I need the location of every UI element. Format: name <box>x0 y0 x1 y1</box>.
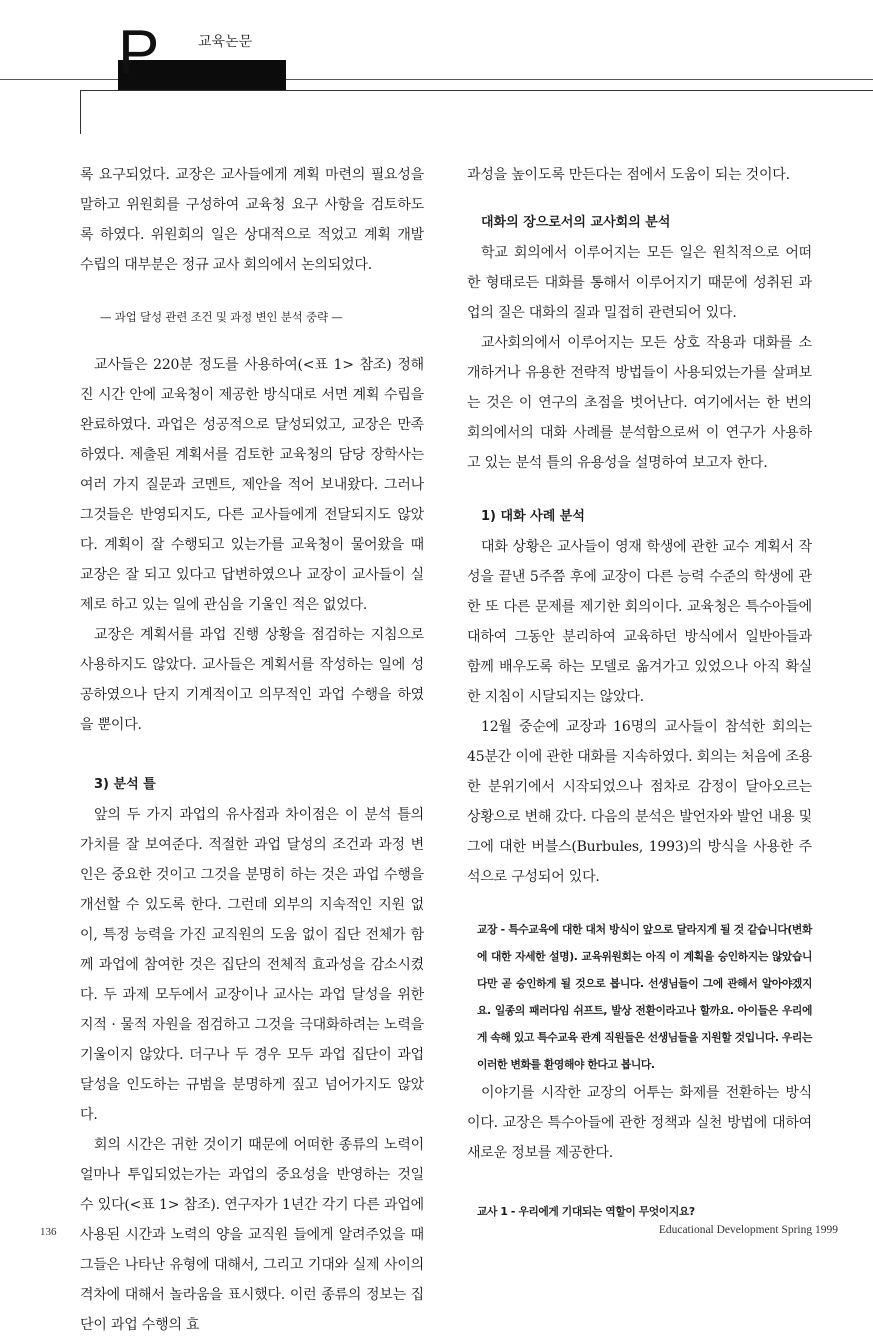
journal-footer: Educational Development Spring 1999 <box>658 1224 838 1236</box>
left-paragraph-2: 교사들은 220분 정도를 사용하여(<표 1> 참조) 정해진 시간 안에 교육청이 제공한 방식대로 서면 계획 수립을 완료하였다. 과업은 성공적으로 달성되었고, 교장은 만족하였다. 제출된 계획서를 검토한 교육청의 담당 장학사는 여러 가지 질문과 코멘트, 제안을 적어 보내왔다. 그러나 그것들은 반영되지도, 다른 교사들에게 전달되지도 않았다. 계획이 잘 수행되고 있는가를 교육청이 물어왔을 때 교장은 잘 되고 있다고 답변하였으나 교장이 교사들이 실제로 하고 있는 일에 관심을 기울인 적은 없었다. <box>80 357 424 613</box>
right-paragraph-4: 대화 상황은 교사들이 영재 학생에 관한 교수 계획서 작성을 끝낸 5주쯤 후에 교장이 다른 능력 수준의 학생에 관한 또 다른 문제를 제기한 회의이다. 교육청은 특수아들에 대하여 그동안 분리하여 교육하던 방식에서 일반아들과 함께 배우도록 하는 모델로 옮겨가고 있었으나 아직 확실한 지침이 시달되지는 않았다. <box>467 539 812 705</box>
right-paragraph-5: 12월 중순에 교장과 16명의 교사들이 참석한 회의는 45분간 이에 관한 대화를 지속하였다. 회의는 처음에 조용한 분위기에서 시작되었으나 점차로 감정이 달아오르는 상황으로 변해 갔다. 다음의 분석은 발언자와 발언 내용 및 그에 대한 버블스(Burbules, 1993)의 방식을 사용한 주석으로 구성되어 있다. <box>467 719 812 885</box>
right-paragraph-6: 이야기를 시작한 교장의 어투는 화제를 전환하는 방식이다. 교장은 특수아들에 관한 정책과 실천 방법에 대하여 새로운 정보를 제공한다. <box>467 1085 812 1161</box>
left-paragraph-5: 회의 시간은 귀한 것이기 때문에 어떠한 종류의 노력이 얼마나 투입되었는가는 과업의 중요성을 반영하는 것일 수 있다(<표 1> 참조). 연구자가 1년간 각기 다른 과업에 사용된 시간과 노력의 양을 교직원 들에게 알려주었을 때 그들은 나타난 유형에 대해서, 그리고 기대와 실제 사이의 격차에 대해서 놀라움을 표시했다. 이런 종류의 정보는 집단이 과업 수행의 효 <box>80 1137 424 1333</box>
right-paragraph-3: 교사회의에서 이루어지는 모든 상호 작용과 대화를 소개하거나 유용한 전략적 방법들이 사용되었는가를 살펴보는 것은 이 연구의 초점을 벗어난다. 여기에서는 한 번의 회의에서의 대화 사례를 분석함으로써 이 연구가 사용하고 있는 분석 틀의 유용성을 설명하여 보고자 한다. <box>467 335 812 471</box>
left-column <box>80 160 424 1340</box>
left-paragraph-3: 교장은 계획서를 과업 진행 상황을 점검하는 지침으로 사용하지도 않았다. 교사들은 계획서를 작성하는 일에 성공하였으나 단지 기계적이고 의무적인 과업 수행을 하였을 뿐이다. <box>80 627 424 733</box>
dialogue-principal: 교장 - 특수교육에 대한 대처 방식이 앞으로 달라지게 될 것 같습니다(변화에 대한 자세한 설명). 교육위원회는 아직 이 계획을 승인하지는 않았습니다만 곧 승인하게 될 것으로 봅니다. 선생님들이 그에 관해서 알아야겠지요. 일종의 패러다임 쉬프트, 발상 전환이라고나 할까요. 아이들은 우리에게 속해 있고 특수교육 관계 직원들은 선생님들을 지원할 것입니다. 우리는 이러한 변화를 환영해야 한다고 봅니다. <box>477 923 812 1071</box>
right-column <box>467 160 812 1225</box>
left-paragraph-4: 앞의 두 가지 과업의 유사점과 차이점은 이 분석 틀의 가치를 잘 보여준다. 적절한 과업 달성의 조건과 과정 변인은 중요한 것이고 그것을 분명히 하는 것은 과업 수행을 개선할 수 있도록 한다. 그런데 외부의 지속적인 지원 없이, 특정 능력을 가진 교직원의 도움 없이 집단 전체가 함께 과업에 참여한 것은 집단의 전체적 효과성을 감소시켰다. 두 과제 모두에서 교장이나 교사는 과업 달성을 위한 지적 · 물적 자원을 점검하고 그것을 극대화하려는 노력을 기울이지 않았다. 더구나 두 경우 모두 과업 집단이 과업 달성을 인도하는 규범을 분명하게 짚고 넘어가지도 않았다. <box>80 807 424 1123</box>
header-section-label: 교육논문 <box>198 34 253 50</box>
section-heading-teacher-meeting: 대화의 장으로서의 교사회의 분석 <box>481 215 671 230</box>
header-frame-vertical <box>80 90 81 134</box>
header-frame-rule <box>80 90 873 91</box>
header-logo-letter: P <box>118 18 161 87</box>
section-heading-dialogue-case: 1) 대화 사례 분석 <box>481 509 585 524</box>
page-number: 136 <box>40 1226 57 1238</box>
right-paragraph-2: 학교 회의에서 이루어지는 모든 일은 원칙적으로 어떠한 형태로든 대화를 통해서 이루어지기 때문에 성취된 과업의 질은 대화의 질과 밀접히 관련되어 있다. <box>467 245 812 321</box>
left-paragraph-1: 록 요구되었다. 교장은 교사들에게 계획 마련의 필요성을 말하고 위원회를 구성하여 교육청 요구 사항을 검토하도록 하였다. 위원회의 일은 상대적으로 적었고 계획 개발 수립의 대부분은 정규 교사 회의에서 논의되었다. <box>80 167 424 273</box>
section-heading-analysis-frame: 3) 분석 틀 <box>94 777 156 792</box>
omission-note: — 과업 달성 관련 조건 및 과정 변인 분석 중략 — <box>100 310 343 324</box>
right-paragraph-1: 과성을 높이도록 만든다는 점에서 도움이 되는 것이다. <box>467 167 790 183</box>
dialogue-teacher-1: 교사 1 - 우리에게 기대되는 역할이 무엇이지요? <box>477 1205 695 1218</box>
